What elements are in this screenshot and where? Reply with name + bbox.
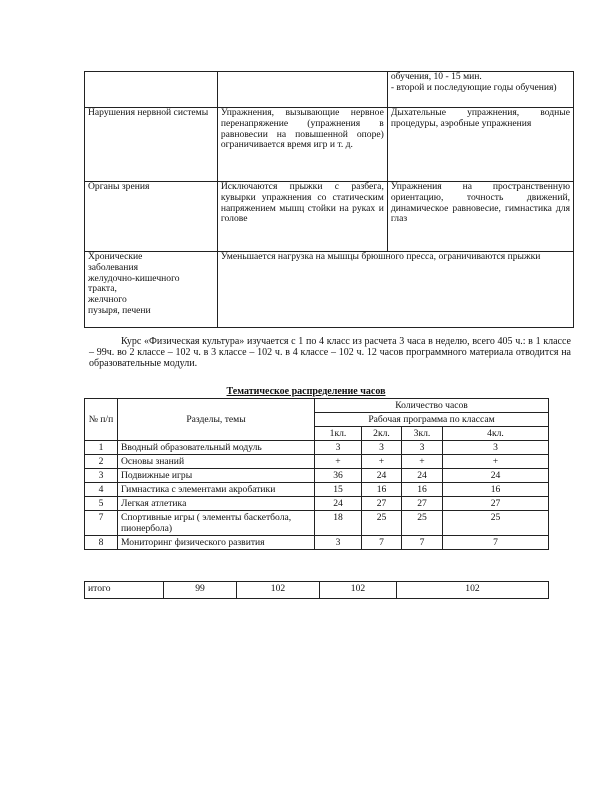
course-paragraph: Курс «Физическая культура» изучается с 1 по 4 класс из расчета 3 часа в неделю, всего 405 ч.: в 1 классе – 99ч. во 2 классе – 102 ч. в 3 классе – 102 ч. в 4 классе – 102 ч. 12 часов программного материала отводится на образовательные модули. <box>89 336 571 370</box>
contraindicated-cell <box>217 72 387 108</box>
row-num: 7 <box>85 511 118 536</box>
row-value: 7 <box>402 536 443 550</box>
row-value: 16 <box>443 483 549 497</box>
row-value: + <box>362 455 402 469</box>
grade-header: 4кл. <box>443 427 549 441</box>
table-row <box>85 252 574 328</box>
table-row <box>85 72 574 108</box>
row-value: 24 <box>402 469 443 483</box>
table-row <box>85 536 549 550</box>
header-program: Рабочая программа по классам <box>315 413 549 427</box>
row-name: Гимнастика с элементами акробатики <box>118 483 315 497</box>
row-name: Легкая атлетика <box>118 497 315 511</box>
hours-table <box>84 398 549 550</box>
row-value: 36 <box>315 469 362 483</box>
row-value: 24 <box>315 497 362 511</box>
condition-cell <box>85 72 218 108</box>
total-table <box>84 581 549 599</box>
contraindicated-cell: Уменьшается нагрузка на мышцы брюшного пресса, ограничиваются прыжки <box>217 252 573 328</box>
row-value: 15 <box>315 483 362 497</box>
conditions-table <box>84 71 574 328</box>
row-name: Подвижные игры <box>118 469 315 483</box>
header-hours: Количество часов <box>315 399 549 413</box>
condition-cell: Органы зрения <box>85 182 218 252</box>
row-value: + <box>443 455 549 469</box>
table-row <box>85 483 549 497</box>
recommended-cell: Упражнения на пространственную ориентацию, точность движений, динамическое равновесие, гимнастика для глаз <box>387 182 573 252</box>
condition-cell: Хронические заболевания желудочно-кишечного тракта, желчного пузыря, печени <box>85 252 218 328</box>
row-value: + <box>402 455 443 469</box>
section-caption: Тематическое распределение часов <box>226 386 386 397</box>
row-name: Мониторинг физического развития <box>118 536 315 550</box>
table-row <box>85 469 549 483</box>
table-row <box>85 497 549 511</box>
row-name: Вводный образовательный модуль <box>118 441 315 455</box>
total-value: 102 <box>397 582 549 599</box>
table-row <box>85 182 574 252</box>
total-value: 102 <box>320 582 397 599</box>
total-value: 102 <box>237 582 320 599</box>
row-value: 25 <box>443 511 549 536</box>
row-num: 5 <box>85 497 118 511</box>
grade-header: 2кл. <box>362 427 402 441</box>
row-value: 7 <box>362 536 402 550</box>
row-value: + <box>315 455 362 469</box>
total-value: 99 <box>164 582 237 599</box>
table-row <box>85 511 549 536</box>
row-value: 3 <box>362 441 402 455</box>
row-name: Основы знаний <box>118 455 315 469</box>
row-value: 16 <box>402 483 443 497</box>
grade-header: 1кл. <box>315 427 362 441</box>
total-row <box>85 582 549 599</box>
row-value: 27 <box>362 497 402 511</box>
grade-header: 3кл. <box>402 427 443 441</box>
header-num: № п/п <box>85 399 118 441</box>
row-value: 7 <box>443 536 549 550</box>
row-value: 18 <box>315 511 362 536</box>
row-num: 3 <box>85 469 118 483</box>
contraindicated-cell: Исключаются прыжки с разбега, кувырки упражнения со статическим напряжением мышц стойки на руках и голове <box>217 182 387 252</box>
recommended-cell: обучения, 10 - 15 мин. - второй и последующие годы обучения) <box>387 72 573 108</box>
recommended-cell: Дыхательные упражнения, водные процедуры, аэробные упражнения <box>387 108 573 182</box>
row-num: 2 <box>85 455 118 469</box>
condition-cell: Нарушения нервной системы <box>85 108 218 182</box>
header-row <box>85 399 549 413</box>
row-name: Спортивные игры ( элементы баскетбола, пионербола) <box>118 511 315 536</box>
table-row <box>85 455 549 469</box>
contraindicated-cell: Упражнения, вызывающие нервное перенапряжение (упражнения в равновесии на повышенной опоре) ограничивается время игр и т. д. <box>217 108 387 182</box>
table-row <box>85 108 574 182</box>
total-label: итого <box>85 582 164 599</box>
row-num: 8 <box>85 536 118 550</box>
row-num: 4 <box>85 483 118 497</box>
row-value: 3 <box>315 536 362 550</box>
row-value: 16 <box>362 483 402 497</box>
row-num: 1 <box>85 441 118 455</box>
row-value: 3 <box>315 441 362 455</box>
row-value: 25 <box>402 511 443 536</box>
row-value: 25 <box>362 511 402 536</box>
header-sections: Разделы, темы <box>118 399 315 441</box>
row-value: 27 <box>443 497 549 511</box>
row-value: 27 <box>402 497 443 511</box>
row-value: 24 <box>443 469 549 483</box>
row-value: 3 <box>402 441 443 455</box>
table-row <box>85 441 549 455</box>
row-value: 3 <box>443 441 549 455</box>
row-value: 24 <box>362 469 402 483</box>
